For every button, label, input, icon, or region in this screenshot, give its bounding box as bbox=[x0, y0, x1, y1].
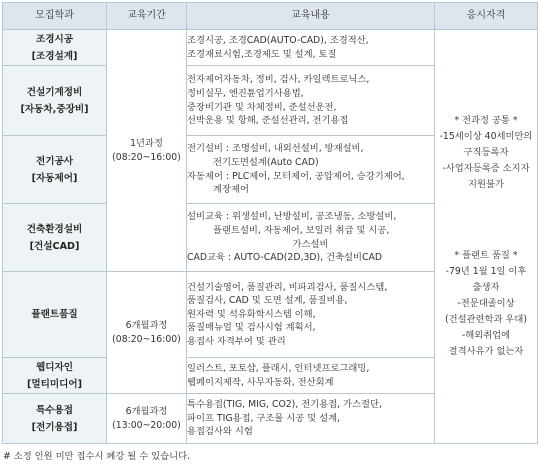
content-line: 플랜트설비, 자동제어, 보일러 취급 및 시공, bbox=[213, 224, 390, 236]
content-line: 품질매뉴얼 및 검사시험 계획서, bbox=[187, 322, 316, 334]
qual-line: 지원불가 bbox=[468, 179, 504, 190]
period-label: 1년과정 bbox=[130, 137, 163, 149]
qual-line: -15세이상 40세미만의 bbox=[439, 131, 533, 142]
qual-line: (건설관련학과 우대) bbox=[444, 314, 528, 325]
qual-line: -해외취업에 bbox=[461, 330, 511, 341]
content-line: 자동제어 : PLC제어, 모터제어, 공압제어, 승강기제어, bbox=[187, 170, 405, 182]
content-cell bbox=[187, 358, 435, 394]
header-qualification: 응시자격 bbox=[435, 3, 538, 30]
content-line: 설비교육 : 위생설비, 난방설비, 공조냉동, 소방설비, bbox=[187, 211, 397, 223]
dept-cell bbox=[3, 66, 107, 136]
content-cell bbox=[187, 394, 435, 444]
dept-sub: [건설CAD] bbox=[29, 240, 80, 252]
course-table bbox=[2, 2, 538, 444]
content-line: 품질검사, CAD 및 도면 설계, 품질비용, bbox=[187, 295, 348, 307]
content-line: 원자력 및 석유화학시스템 이해, bbox=[187, 308, 316, 320]
content-line: 정비실무, 엔진튠업기사용법, bbox=[187, 87, 304, 99]
header-content: 교육내용 bbox=[187, 3, 435, 30]
content-line: 조경재료시험,조경제도 및 설계, 토질 bbox=[187, 48, 337, 60]
dept-cell bbox=[3, 272, 107, 358]
content-line: 가스설비 bbox=[292, 238, 329, 250]
content-cell bbox=[187, 30, 435, 66]
header-period: 교육기간 bbox=[107, 3, 187, 30]
period-label: 6개월과정 bbox=[125, 405, 168, 417]
dept-cell bbox=[3, 358, 107, 394]
content-line: 웹페이지제작, 사무자동화, 전산회계 bbox=[187, 376, 334, 388]
content-line: 파이프 TIG용접, 구조물 시공 및 설계, bbox=[187, 412, 341, 424]
period-label: 6개월과정 bbox=[125, 319, 168, 331]
content-line: 계장제어 bbox=[213, 184, 249, 196]
content-cell bbox=[187, 204, 435, 272]
content-line: 선박운용 및 항해, 준설선관리, 전기용접 bbox=[187, 115, 349, 127]
dept-name: 조경시공 bbox=[35, 33, 74, 45]
qual-line: -전문대졸이상 bbox=[457, 298, 515, 309]
period-time: (13:00~20:00) bbox=[112, 419, 181, 431]
footnote: # 소정 인원 미만 접수시 폐강 될 수 있습니다. bbox=[3, 451, 191, 462]
qualification-cell bbox=[435, 30, 538, 444]
content-line: 전자제어자동차, 정비, 검사, 카일렉트로닉스, bbox=[187, 74, 370, 86]
qual-gap bbox=[435, 193, 537, 248]
content-cell bbox=[187, 272, 435, 358]
dept-sub: [자동차,중장비] bbox=[20, 103, 89, 115]
dept-cell bbox=[3, 30, 107, 66]
qual-line: 출생자 bbox=[472, 282, 500, 293]
header-dept: 모집학과 bbox=[3, 3, 107, 30]
content-cell bbox=[187, 136, 435, 204]
content-line: 특수용접(TIG, MIG, CO2), 전기용접, 가스절단, bbox=[187, 399, 382, 411]
period-cell bbox=[107, 272, 187, 394]
content-line: 전기도면설계(Auto CAD) bbox=[213, 156, 319, 168]
content-line: 중장비기관 및 차체정비, 준설선운전, bbox=[187, 101, 337, 113]
dept-sub: [자동제어] bbox=[31, 172, 78, 184]
qual-line: * 전과정 공통 * bbox=[454, 115, 518, 126]
dept-cell bbox=[3, 394, 107, 444]
dept-sub: [전기용접] bbox=[31, 421, 78, 433]
dept-sub: [멀티미디어] bbox=[26, 378, 83, 390]
content-line: 일러스트, 포토샵, 플래시, 인터넷프로그래밍, bbox=[187, 362, 370, 374]
dept-name: 특수용접 bbox=[35, 404, 74, 416]
period-time: (08:20~16:00) bbox=[112, 333, 181, 345]
content-line: CAD교육 : AUTO-CAD(2D,3D), 건축설비CAD bbox=[187, 252, 382, 264]
dept-cell bbox=[3, 136, 107, 204]
qual-line: -79년 1월 1일 이후 bbox=[445, 266, 527, 277]
content-line: 전기설비 : 조명설비, 내외선설비, 방재설비, bbox=[187, 143, 364, 155]
qual-line: -사업자등록증 소지자 bbox=[442, 163, 530, 174]
period-cell bbox=[107, 394, 187, 444]
content-cell bbox=[187, 66, 435, 136]
content-line: 용접검사와 시험 bbox=[187, 426, 253, 438]
dept-name: 건설기계정비 bbox=[26, 86, 83, 98]
content-line: 용접사 자격부여 및 관리 bbox=[187, 335, 286, 347]
dept-sub: [조경설계] bbox=[31, 50, 78, 62]
dept-cell bbox=[3, 204, 107, 272]
dept-name: 플랜트품질 bbox=[31, 309, 78, 320]
period-time: (08:20~16:00) bbox=[112, 151, 181, 163]
table-header-row bbox=[3, 3, 538, 30]
content-line: 조경시공, 조경CAD(AUTO-CAD), 조경적산, bbox=[187, 34, 369, 46]
qual-line: 구직등록자 bbox=[463, 147, 509, 158]
content-line: 건설기술영어, 품질관리, 비파괴검사, 품질시스템, bbox=[187, 281, 388, 293]
dept-name: 웹디자인 bbox=[35, 361, 74, 373]
period-cell bbox=[107, 30, 187, 272]
dept-name: 전기공사 bbox=[35, 155, 74, 167]
qual-line: * 플랜트 품질 * bbox=[454, 250, 518, 261]
dept-name: 건축환경설비 bbox=[26, 223, 83, 235]
qual-line: 결격사유가 없는자 bbox=[448, 346, 524, 357]
table-row bbox=[3, 30, 538, 66]
